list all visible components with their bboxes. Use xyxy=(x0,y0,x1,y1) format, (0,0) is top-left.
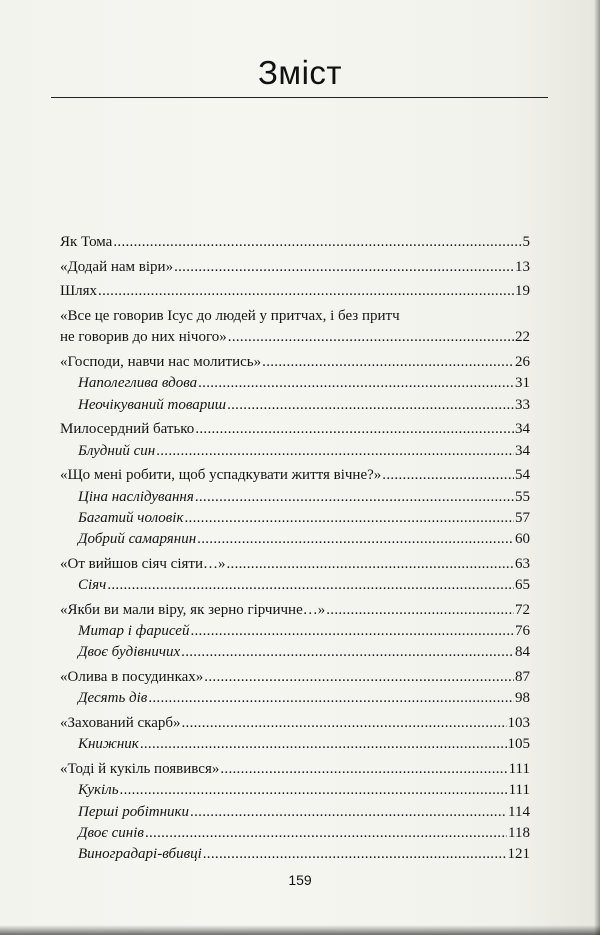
toc-entry xyxy=(60,554,530,575)
toc-entry-title: «Що мені робити, щоб успадкувати життя вічне?» xyxy=(60,467,382,484)
toc-subentry xyxy=(60,642,530,663)
dot-leader xyxy=(156,441,514,462)
toc-subentry xyxy=(60,734,530,755)
toc-subentry xyxy=(60,780,530,801)
toc-subentry xyxy=(60,529,530,550)
toc-page-number: 76 xyxy=(515,623,530,640)
toc-page-number: 13 xyxy=(515,258,530,275)
toc-entry-title: Шлях xyxy=(60,283,98,300)
toc-page-number: 65 xyxy=(515,577,530,594)
toc-entry-title: Двоє синів xyxy=(78,825,144,842)
toc-entry-title: Наполеглива вдова xyxy=(78,375,198,392)
toc-entry-title: «Захований скарб» xyxy=(60,715,181,732)
toc-subentry xyxy=(60,487,530,508)
toc-subentry xyxy=(60,621,530,642)
toc-subentry xyxy=(60,823,530,844)
page-title: Зміст xyxy=(257,54,343,91)
toc-entry-title: Багатий чоловік xyxy=(78,509,184,526)
toc-page-number: 34 xyxy=(515,442,530,459)
toc-entry xyxy=(60,667,530,688)
toc-page-number: 34 xyxy=(515,421,530,438)
dot-leader xyxy=(184,508,514,529)
dot-leader xyxy=(195,487,514,508)
toc-entry xyxy=(60,713,530,734)
toc-page-number: 55 xyxy=(515,488,530,505)
toc-page-number: 111 xyxy=(508,782,530,799)
toc-subentry xyxy=(60,508,530,529)
toc-entry xyxy=(60,419,530,440)
toc-page-number: 22 xyxy=(515,329,530,346)
dot-leader xyxy=(195,419,514,440)
dot-leader xyxy=(326,600,514,621)
toc-entry-title: «Додай нам віри» xyxy=(60,258,174,275)
toc-page-number: 57 xyxy=(515,509,530,526)
toc-entry-title: Кукіль xyxy=(78,782,119,799)
toc-page-number: 105 xyxy=(507,736,530,753)
dot-leader xyxy=(98,281,514,302)
dot-leader xyxy=(220,759,507,780)
dot-leader xyxy=(113,232,521,253)
dot-leader xyxy=(197,529,514,550)
toc-subentry xyxy=(60,688,530,709)
toc-page-number: 114 xyxy=(508,803,530,820)
toc-entry-title: Блудний син xyxy=(78,442,156,459)
toc-subentry xyxy=(60,844,530,865)
toc-entry-title: Неочікуваний товариш xyxy=(78,396,227,413)
toc-entry xyxy=(60,465,530,486)
dot-leader xyxy=(181,713,506,734)
toc-entry-title: «От вийшов сіяч сіяти…» xyxy=(60,555,226,572)
toc-page-number: 19 xyxy=(515,283,530,300)
dot-leader xyxy=(174,257,514,278)
table-of-contents xyxy=(60,232,530,866)
toc-entry-title: «Олива в посудинках» xyxy=(60,669,204,686)
toc-entry-title: Виноградарі-вбивці xyxy=(78,846,202,863)
toc-subentry xyxy=(60,575,530,596)
toc-entry xyxy=(60,257,530,278)
dot-leader xyxy=(107,575,514,596)
page-edge-shadow xyxy=(594,0,600,935)
toc-entry-title: Як Тома xyxy=(60,234,113,250)
toc-entry-title: не говорив до них нічого» xyxy=(60,329,227,346)
toc-entry-title: «Все це говорив Ісус до людей у притчах, і без притч xyxy=(60,308,400,325)
toc-page-number: 72 xyxy=(515,601,530,618)
dot-leader xyxy=(227,395,514,416)
dot-leader xyxy=(226,554,514,575)
page-bottom-shadow xyxy=(0,925,600,935)
toc-entry-title: Десять дів xyxy=(78,690,148,707)
toc-entry-title: Добрий самарянин xyxy=(78,531,197,548)
toc-page-number: 111 xyxy=(508,761,530,778)
toc-page-number: 103 xyxy=(507,715,530,732)
toc-page-number: 118 xyxy=(508,825,530,842)
toc-entry-title: Перші робітники xyxy=(78,803,190,820)
page-number: 159 xyxy=(288,872,312,888)
dot-leader xyxy=(145,823,507,844)
toc-subentry xyxy=(60,395,530,416)
dot-leader xyxy=(181,642,514,663)
toc-subentry xyxy=(60,373,530,394)
toc-page-number: 98 xyxy=(515,690,530,707)
dot-leader xyxy=(382,465,514,486)
toc-page-number: 54 xyxy=(515,467,530,484)
dot-leader xyxy=(198,373,514,394)
toc-entry-title: «Господи, навчи нас молитись» xyxy=(60,354,262,371)
toc-subentry xyxy=(60,802,530,823)
dot-leader xyxy=(262,352,514,373)
toc-page-number: 63 xyxy=(515,555,530,572)
dot-leader xyxy=(140,734,507,755)
toc-entry xyxy=(60,232,530,253)
toc-page-number: 60 xyxy=(515,531,530,548)
toc-entry xyxy=(60,306,530,327)
toc-entry-title: Митар і фарисей xyxy=(78,623,190,640)
dot-leader xyxy=(190,802,507,823)
toc-entry xyxy=(60,600,530,621)
toc-entry-title: Ціна наслідування xyxy=(78,488,194,505)
dot-leader xyxy=(228,327,514,348)
toc-entry xyxy=(60,327,530,348)
dot-leader xyxy=(190,621,514,642)
toc-entry-title: Книжник xyxy=(78,736,139,753)
toc-subentry xyxy=(60,441,530,462)
toc-page-number: 26 xyxy=(515,354,530,371)
toc-entry-title: «Якби ви мали віру, як зерно гірчичне…» xyxy=(60,601,326,618)
toc-page-number: 33 xyxy=(515,396,530,413)
dot-leader xyxy=(203,844,507,865)
dot-leader xyxy=(204,667,514,688)
toc-entry xyxy=(60,281,530,302)
toc-entry-title: Двоє будівничих xyxy=(78,644,181,661)
title-underline xyxy=(51,97,548,98)
toc-entry xyxy=(60,759,530,780)
toc-page-number: 121 xyxy=(507,846,530,863)
dot-leader xyxy=(120,780,508,801)
toc-page-number: 31 xyxy=(515,375,530,392)
toc-entry xyxy=(60,352,530,373)
toc-entry-title: «Тоді й кукіль появився» xyxy=(60,761,220,778)
toc-page-number: 87 xyxy=(515,669,530,686)
toc-entry-title: Милосердний батько xyxy=(60,421,195,438)
toc-page-number: 84 xyxy=(515,644,530,661)
toc-page-number: 5 xyxy=(522,234,530,250)
dot-leader xyxy=(148,688,514,709)
toc-entry-title: Сіяч xyxy=(78,577,107,594)
